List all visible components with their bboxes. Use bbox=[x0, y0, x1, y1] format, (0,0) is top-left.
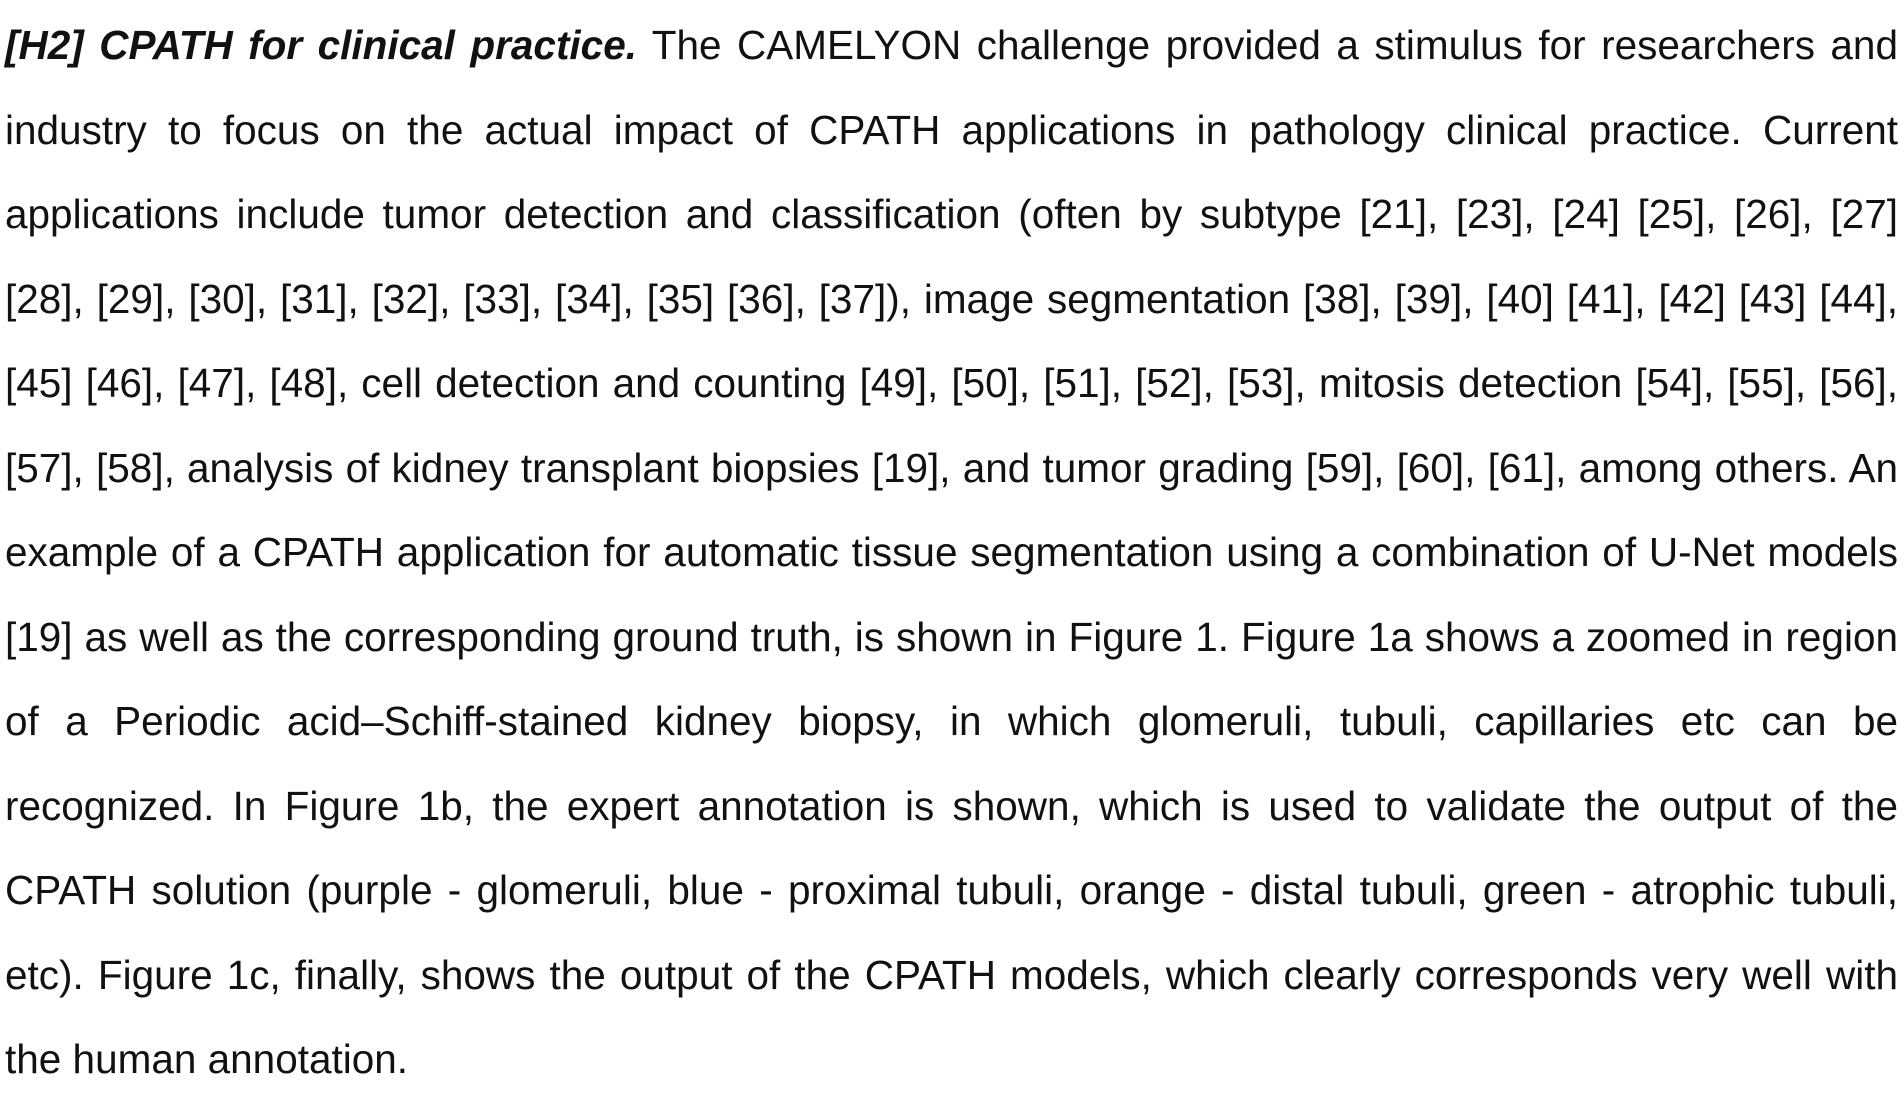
document-paragraph bbox=[5, 3, 1898, 1102]
section-heading: [H2] CPATH for clinical practice. bbox=[5, 22, 637, 68]
paragraph-body: The CAMELYON challenge provided a stimulus for researchers and industry to focus on the actual impact of CPATH applications in pathology clinical practice. Current applications include tumor detection and classification (often by subtype [21], [23], [24] [25], [26], [27] [28], [29], [30], [31], [32], [33], [34], [35] [36], [37]), image segmentation [38], [39], [40] [41], [42] [43] [44], [45] [46], [47], [48], cell detection and counting [49], [50], [51], [52], [53], mitosis detection [54], [55], [56], [57], [58], analysis of kidney transplant biopsies [19], and tumor grading [59], [60], [61], among others. An example of a CPATH application for automatic tissue segmentation using a combination of U-Net models [19] as well as the corresponding ground truth, is shown in Figure 1. Figure 1a shows a zoomed in region of a Periodic acid–Schiff-stained kidney biopsy, in which glomeruli, tubuli, capillaries etc can be recognized. In Figure 1b, the expert annotation is shown, which is used to validate the output of the CPATH solution (purple - glomeruli, blue - proximal tubuli, orange - distal tubuli, green - atrophic tubuli, etc). Figure 1c, finally, shows the output of the CPATH models, which clearly corresponds very well with the human annotation. bbox=[5, 22, 1898, 1082]
